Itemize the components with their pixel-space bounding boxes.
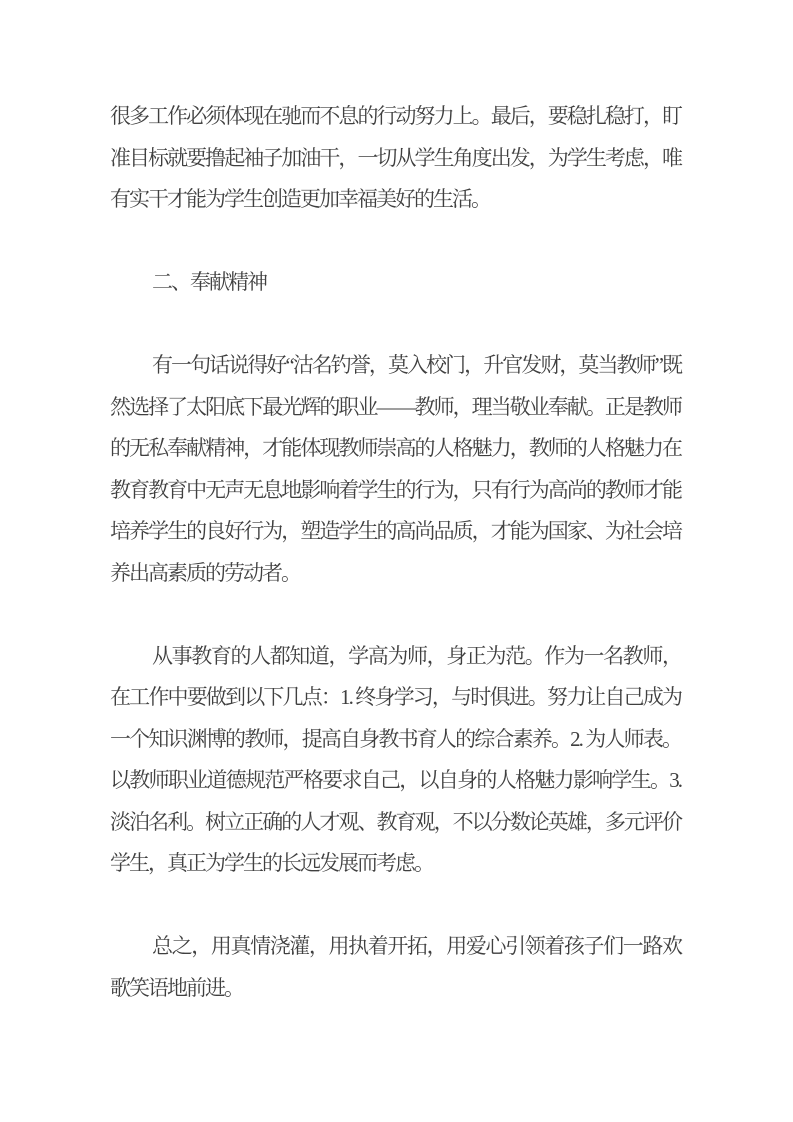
paragraph-teacher-requirements: 从事教育的人都知道，学高为师，身正为范。作为一名教师，在工作中要做到以下几点：1. 终身学习，与时俱进。努力让自己成为一个知识渊博的教师，提高自身教书育人的综合素养。2. 为人师表。以教师职业道德规范严格要求自己，以自身的人格魅力影响学生。3. 淡泊名利。树立正确的人才观、教育观，不以分数论英雄，多元评价学生，真正为学生的长远发展而考虑。 — [110, 643, 681, 875]
paragraph-conclusion: 总之，用真情浇灌，用执着开拓，用爱心引领着孩子们一路欢歌笑语地前进。 — [110, 934, 681, 1000]
paragraph-dedication: 有一句话说得好“沽名钓誉，莫入校门，升官发财，莫当教师”既然选择了太阳底下最光辉的职业——教师，理当敬业奉献。正是教师的无私奉献精神，才能体现教师崇高的人格魅力，教师的人格魅力在教育教育中无声无息地影响着学生的行为，只有行为高尚的教师才能培养学生的良好行为，塑造学生的高尚品质，才能为国家、为社会培养出高素质的劳动者。 — [110, 353, 681, 585]
paragraph-work-effort: 很多工作必须体现在驰而不息的行动努力上。最后，要稳扎稳打，盯准目标就要撸起袖子加油干，一切从学生角度出发，为学生考虑，唯有实干才能为学生创造更加幸福美好的生活。 — [110, 104, 681, 211]
section-heading-dedication-spirit: 二、奉献精神 — [152, 270, 266, 294]
